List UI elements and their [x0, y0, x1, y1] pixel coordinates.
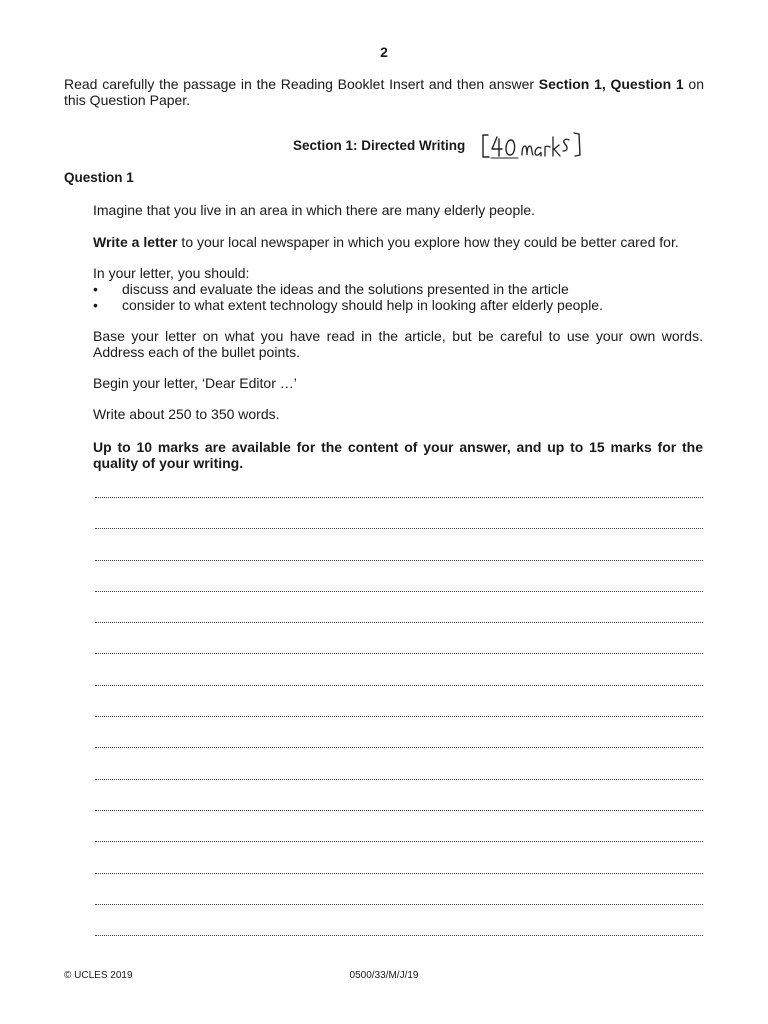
answer-line[interactable] — [95, 613, 703, 644]
handwritten-annotation-drawing — [480, 130, 588, 164]
bullet-intro: In your letter, you should: — [93, 265, 250, 281]
answer-line[interactable] — [95, 801, 703, 832]
intro-text-after: on this Question Paper. — [64, 76, 704, 108]
question-label: Question 1 — [64, 170, 134, 185]
task-bold-text: Write a letter — [93, 234, 178, 250]
page-number: 2 — [380, 44, 388, 60]
intro-text-before: Read carefully the passage in the Reading Booklet Insert and then answer — [64, 76, 539, 92]
intro-bold-reference: Section 1, Question 1 — [538, 76, 684, 92]
base-letter-paragraph: Base your letter on what you have read in the article, but be careful to use your own words. Address each of the bullet points. — [93, 328, 703, 360]
task-paragraph — [93, 234, 703, 250]
begin-letter-paragraph: Begin your letter, ‘Dear Editor …’ — [93, 375, 297, 391]
answer-line[interactable] — [95, 895, 703, 926]
answer-line[interactable] — [95, 770, 703, 801]
scenario-paragraph: Imagine that you live in an area in which there are many elderly people. — [93, 202, 536, 218]
answer-line[interactable] — [95, 676, 703, 707]
footer-copyright: © UCLES 2019 — [64, 970, 133, 981]
intro-instructions — [64, 76, 704, 108]
footer-paper-code: 0500/33/M/J/19 — [349, 970, 419, 981]
answer-line[interactable] — [95, 488, 703, 519]
bullet-item — [93, 297, 703, 313]
answer-line[interactable] — [95, 707, 703, 738]
answer-line[interactable] — [95, 738, 703, 769]
answer-line[interactable] — [95, 644, 703, 675]
answer-line[interactable] — [95, 519, 703, 550]
answer-line[interactable] — [95, 926, 703, 957]
marks-note: Up to 10 marks are available for the content of your answer, and up to 15 marks for the quality of your writing. — [93, 439, 703, 471]
bullet-dot: • — [93, 297, 98, 313]
bullet-item — [93, 281, 703, 297]
answer-line[interactable] — [95, 551, 703, 582]
task-rest-text: to your local newspaper in which you explore how they could be better cared for. — [177, 234, 679, 250]
answer-line[interactable] — [95, 864, 703, 895]
answer-line[interactable] — [95, 832, 703, 863]
answer-lines — [95, 488, 703, 957]
bullet-text: discuss and evaluate the ideas and the solutions presented in the article — [122, 281, 569, 297]
bullet-text: consider to what extent technology should help in looking after elderly people. — [122, 297, 603, 313]
section-heading: Section 1: Directed Writing — [293, 138, 466, 153]
handwritten-marks-annotation — [480, 130, 588, 167]
answer-line[interactable] — [95, 582, 703, 613]
word-count-paragraph: Write about 250 to 350 words. — [93, 406, 280, 422]
bullet-list — [93, 281, 703, 313]
bullet-dot: • — [93, 281, 98, 297]
